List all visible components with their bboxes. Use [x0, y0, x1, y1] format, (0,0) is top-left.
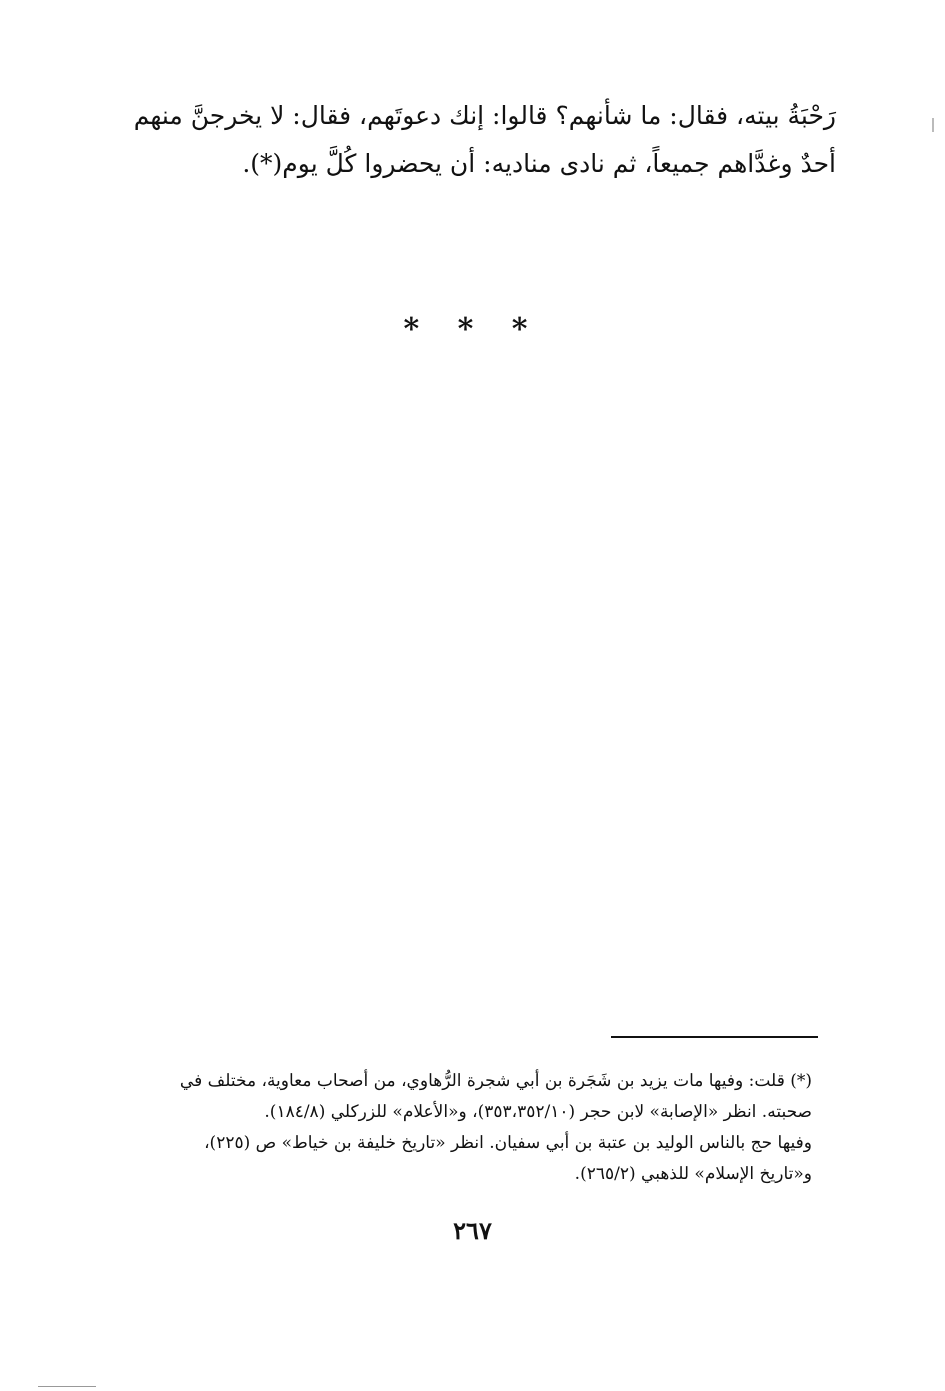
- footnote-line: صحبته. انظر «الإصابة» لابن حجر (٣٥٣،٣٥٢/١٠)، و«الأعلام» للزركلي (١٨٤/٨).: [264, 1102, 812, 1122]
- page-number: ٢٦٧: [453, 1216, 492, 1245]
- footnote-line: (*) قلت: وفيها مات يزيد بن شَجَرة بن أبي شجرة الرُّهاوي، من أصحاب معاوية، مختلف في: [179, 1071, 812, 1091]
- footnote-line: و«تاريخ الإسلام» للذهبي (٢٦٥/٢).: [574, 1164, 812, 1184]
- scan-artifact: [38, 1386, 96, 1387]
- footnote-block: [100, 1066, 812, 1190]
- scan-artifact: [932, 118, 934, 132]
- footnote-line: وفيها حج بالناس الوليد بن عتبة بن أبي سفيان. انظر «تاريخ خليفة بن خياط» ص (٢٢٥)،: [204, 1133, 812, 1153]
- main-text-block: [118, 92, 836, 188]
- main-text-line: أحدٌ وغدَّاهم جميعاً، ثم نادى مناديه: أن يحضروا كُلَّ يوم(*).: [242, 149, 836, 178]
- main-text-line: رَحْبَةُ بيته، فقال: ما شأنهم؟ قالوا: إنك دعوتَهم، فقال: لا يخرجنَّ منهم: [133, 101, 836, 130]
- section-separator: * * *: [403, 312, 542, 347]
- footnote-divider: [611, 1036, 818, 1038]
